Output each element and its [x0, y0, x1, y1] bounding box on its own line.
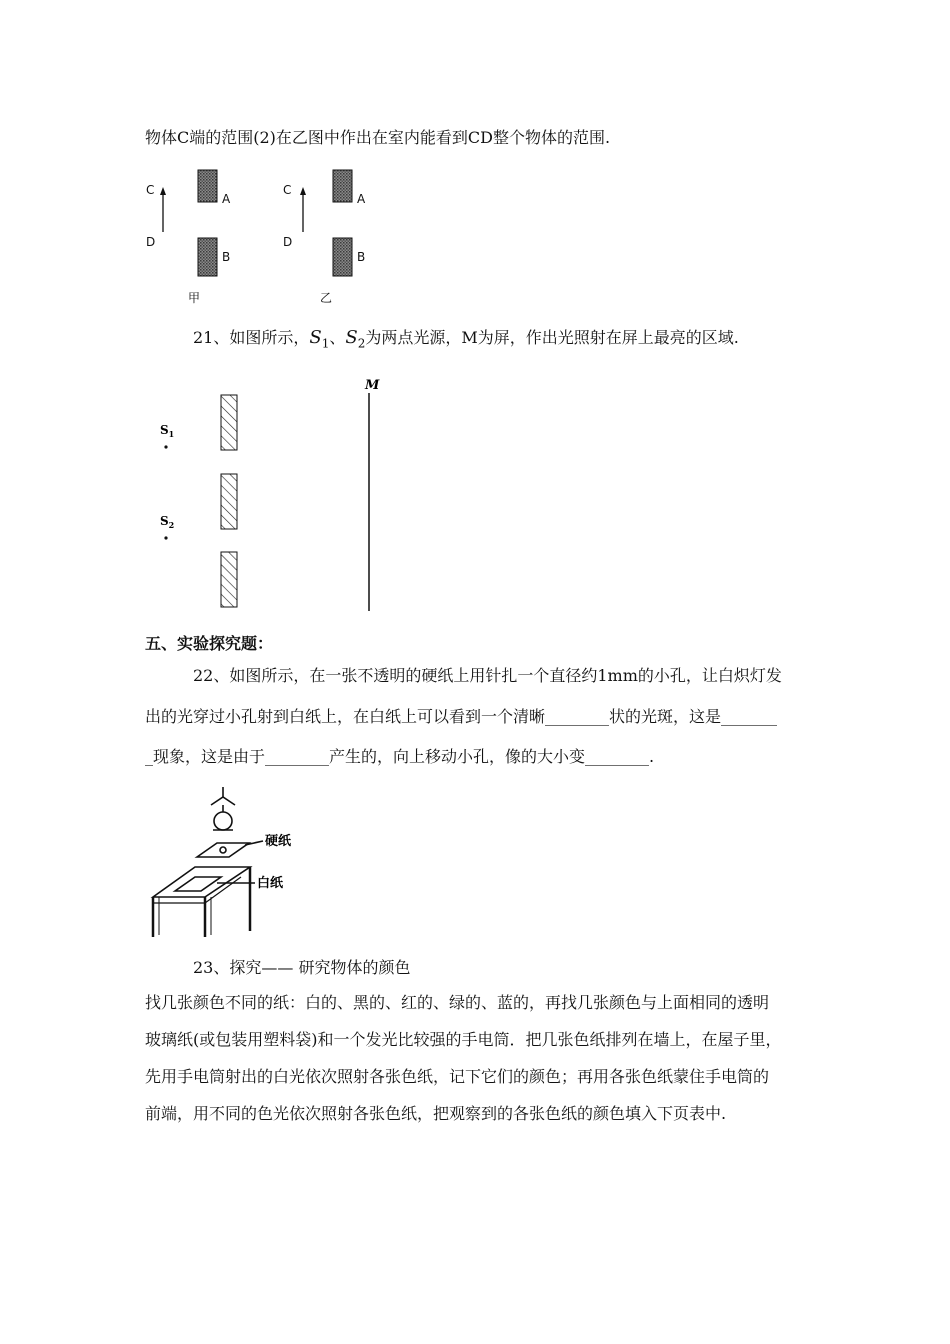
q21-sep: 、 [329, 328, 346, 347]
label-s1: $S_1$ [160, 423, 175, 439]
barrier-bottom [221, 552, 237, 607]
q21-suffix: 为两点光源，M为屏，作出光照射在屏上最亮的区域. [365, 328, 739, 347]
arrow-cd-left [160, 187, 166, 232]
table-top [153, 867, 250, 897]
figure-q21 [150, 375, 390, 615]
label-c: C [283, 183, 292, 197]
label-a: A [357, 192, 366, 206]
q23-line3: 先用手电筒射出的白光依次照射各张色纸，记下它们的颜色；再用各张色纸蒙住手电筒的 [145, 1067, 770, 1086]
label-c: C [146, 183, 155, 197]
obstacle-b [198, 238, 217, 276]
q23-line4: 前端，用不同的色光依次照射各张色纸，把观察到的各张色纸的颜色填入下页表中. [145, 1104, 727, 1123]
pinhole [220, 847, 226, 853]
s2-symbol: $S_2$ [345, 327, 366, 351]
barrier-middle [221, 474, 237, 529]
label-a: A [222, 192, 231, 206]
q23-line1: 找几张颜色不同的纸：白的、黑的、红的、绿的、蓝的，再找几张颜色与上面相同的透明 [145, 993, 770, 1012]
q23-line2: 玻璃纸(或包装用塑料袋)和一个发光比较强的手电筒．把几张色纸排列在墙上，在屋子里， [145, 1030, 782, 1049]
label-s2: $S_2$ [160, 514, 175, 530]
figure-yi [280, 170, 540, 310]
q21-text [193, 327, 739, 355]
label-b: B [357, 250, 366, 264]
source-s1 [164, 445, 167, 448]
barrier-top [221, 395, 237, 450]
obstacle-a [333, 170, 352, 202]
label-white-paper: 白纸 [257, 876, 284, 891]
obstacle-a [198, 170, 217, 202]
label-d: D [283, 235, 293, 249]
caption-jia: 甲 [188, 291, 201, 305]
q22-line2: 出的光穿过小孔射到白纸上，在白纸上可以看到一个清晰________状的光斑，这是_______ [145, 707, 778, 726]
label-b: B [222, 250, 231, 264]
bulb [214, 812, 232, 830]
obstacle-b [333, 238, 352, 276]
q23-title: 23、探究—— 研究物体的颜色 [193, 958, 411, 977]
white-paper [175, 877, 221, 891]
label-d: D [146, 235, 156, 249]
q21-prefix: 21、如图所示， [193, 328, 310, 347]
q22-line1: 22、如图所示，在一张不透明的硬纸上用针扎一个直径约1mm的小孔，让白炽灯发 [193, 666, 782, 685]
section-heading: 五、实验探究题： [145, 634, 274, 653]
arrow-cd-right [300, 187, 306, 232]
label-m: M [365, 378, 380, 393]
caption-yi: 乙 [320, 291, 333, 305]
lamp-shade [211, 797, 235, 805]
s1-symbol: $S_1$ [309, 327, 330, 351]
q22-line3: _现象，这是由于________产生的，向上移动小孔，像的大小变________. [145, 747, 655, 766]
figure-pinhole [145, 785, 315, 945]
label-card: 硬纸 [265, 834, 292, 849]
source-s2 [164, 536, 167, 539]
card [197, 843, 249, 857]
q20-text: 物体C端的范围(2)在乙图中作出在室内能看到CD整个物体的范围. [145, 128, 611, 147]
